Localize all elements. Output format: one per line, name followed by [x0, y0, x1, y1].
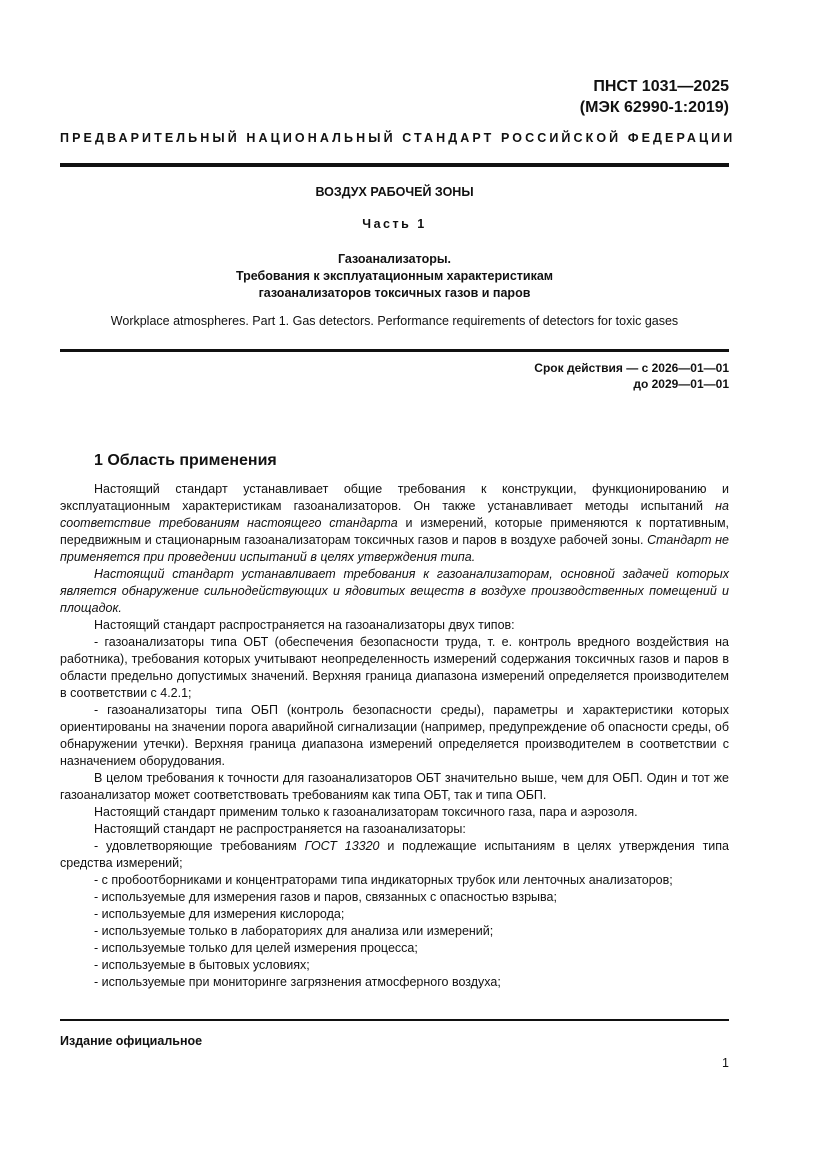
- validity-end: до 2029—01—01: [633, 377, 729, 391]
- italic-run: ГОСТ 13320: [304, 839, 380, 853]
- section-body: [60, 481, 729, 991]
- italic-run: на соответствие требованиям настоящего стандарта: [60, 499, 729, 530]
- page-number: 1: [722, 1056, 729, 1070]
- paragraph: В целом требования к точности для газоанализаторов ОБТ значительно выше, чем для ОБП. Один и тот же газоанализатор может соответствовать требованиям как типа ОБТ, так и типа ОБП.: [60, 771, 729, 802]
- exclusion-list: [60, 889, 729, 991]
- list-item: - используемые при мониторинге загрязнения атмосферного воздуха;: [94, 975, 501, 989]
- paragraph: Настоящий стандарт не распространяется на газоанализаторы:: [94, 822, 466, 836]
- text-run: - удовлетворяющие требованиям: [94, 839, 305, 853]
- section-heading: 1 Область применения: [94, 452, 277, 469]
- header-divider: [60, 163, 729, 167]
- standard-designation: [580, 76, 729, 118]
- text-run: и измерений, которые применяются к портативным, передвижным и стационарным газоанализаторам токсичных газов и паров в воздухе рабочей зоны.: [60, 516, 730, 547]
- italic-run: Стандарт не применяется при проведении испытаний в целях утверждения типа.: [60, 533, 729, 564]
- edition-label: Издание официальное: [60, 1034, 203, 1048]
- part-label: Часть 1: [362, 217, 427, 231]
- designation-number: ПНСТ 1031—2025: [593, 78, 729, 95]
- paragraph: - газоанализаторы типа ОБП (контроль безопасности среды), параметры и характеристики которых ориентированы на значении порога аварийной сигнализации (например, предупреждение об опасности среды, об обнаружении утечки). Верхняя граница диапазона измерений определяется производителем в соответствии с назначением оборудования.: [60, 703, 729, 768]
- paragraph: Настоящий стандарт распространяется на газоанализаторы двух типов:: [94, 618, 515, 632]
- list-item: - используемые только для целей измерения процесса;: [94, 941, 418, 955]
- paragraph: [60, 481, 729, 566]
- paragraph: [60, 838, 729, 872]
- subtitle-line: Требования к эксплуатационным характеристикам: [235, 269, 554, 283]
- list-item: - используемые для измерения газов и паров, связанных с опасностью взрыва;: [94, 890, 557, 904]
- document-title: ВОЗДУХ РАБОЧЕЙ ЗОНЫ: [315, 185, 474, 199]
- subtitle-block: [60, 251, 729, 302]
- designation-iec: (МЭК 62990-1:2019): [579, 99, 729, 116]
- title-divider: [60, 349, 729, 352]
- validity-period: [534, 360, 729, 392]
- standard-type: ПРЕДВАРИТЕЛЬНЫЙ НАЦИОНАЛЬНЫЙ СТАНДАРТ РОССИЙСКОЙ ФЕДЕРАЦИИ: [60, 131, 736, 145]
- text-run: и подлежащие испытаниям в целях утверждения типа средства измерений;: [60, 839, 730, 870]
- list-item: - используемые в бытовых условиях;: [94, 958, 310, 972]
- italic-run: Настоящий стандарт устанавливает требования к газоанализаторам, основной задачей которых является обнаружение сильнодействующих и ядовитых веществ в воздухе производственных помещений и площадок.: [60, 567, 729, 615]
- list-item: - используемые для измерения кислорода;: [94, 907, 345, 921]
- text-run: Настоящий стандарт устанавливает общие требования к конструкции, функционированию и эксплуатационным характеристикам газоанализаторов. Он также устанавливает методы испытаний: [60, 482, 729, 513]
- list-item: - используемые только в лабораториях для анализа или измерений;: [94, 924, 494, 938]
- subtitle-line: газоанализаторов токсичных газов и паров: [258, 286, 531, 300]
- validity-start: Срок действия — с 2026—01—01: [534, 361, 729, 375]
- paragraph: [60, 566, 729, 617]
- paragraph: - газоанализаторы типа ОБТ (обеспечения безопасности труда, т. е. контроль вредного воздействия на работника), требования которых учитывают неопределенность измерений содержания токсичных газов и паров в области предельно допустимых значений. Верхняя граница диапазона измерений определяется производителем в соответствии с 4.2.1;: [60, 635, 729, 700]
- subtitle-line: Газоанализаторы.: [337, 252, 452, 266]
- footer-divider: [60, 1019, 729, 1021]
- english-title: Workplace atmospheres. Part 1. Gas detectors. Performance requirements of detectors for toxic gases: [110, 314, 679, 328]
- paragraph: - с пробоотборниками и концентраторами типа индикаторных трубок или ленточных анализаторов;: [94, 873, 673, 887]
- paragraph: Настоящий стандарт применим только к газоанализаторам токсичного газа, пара и аэрозоля.: [94, 805, 638, 819]
